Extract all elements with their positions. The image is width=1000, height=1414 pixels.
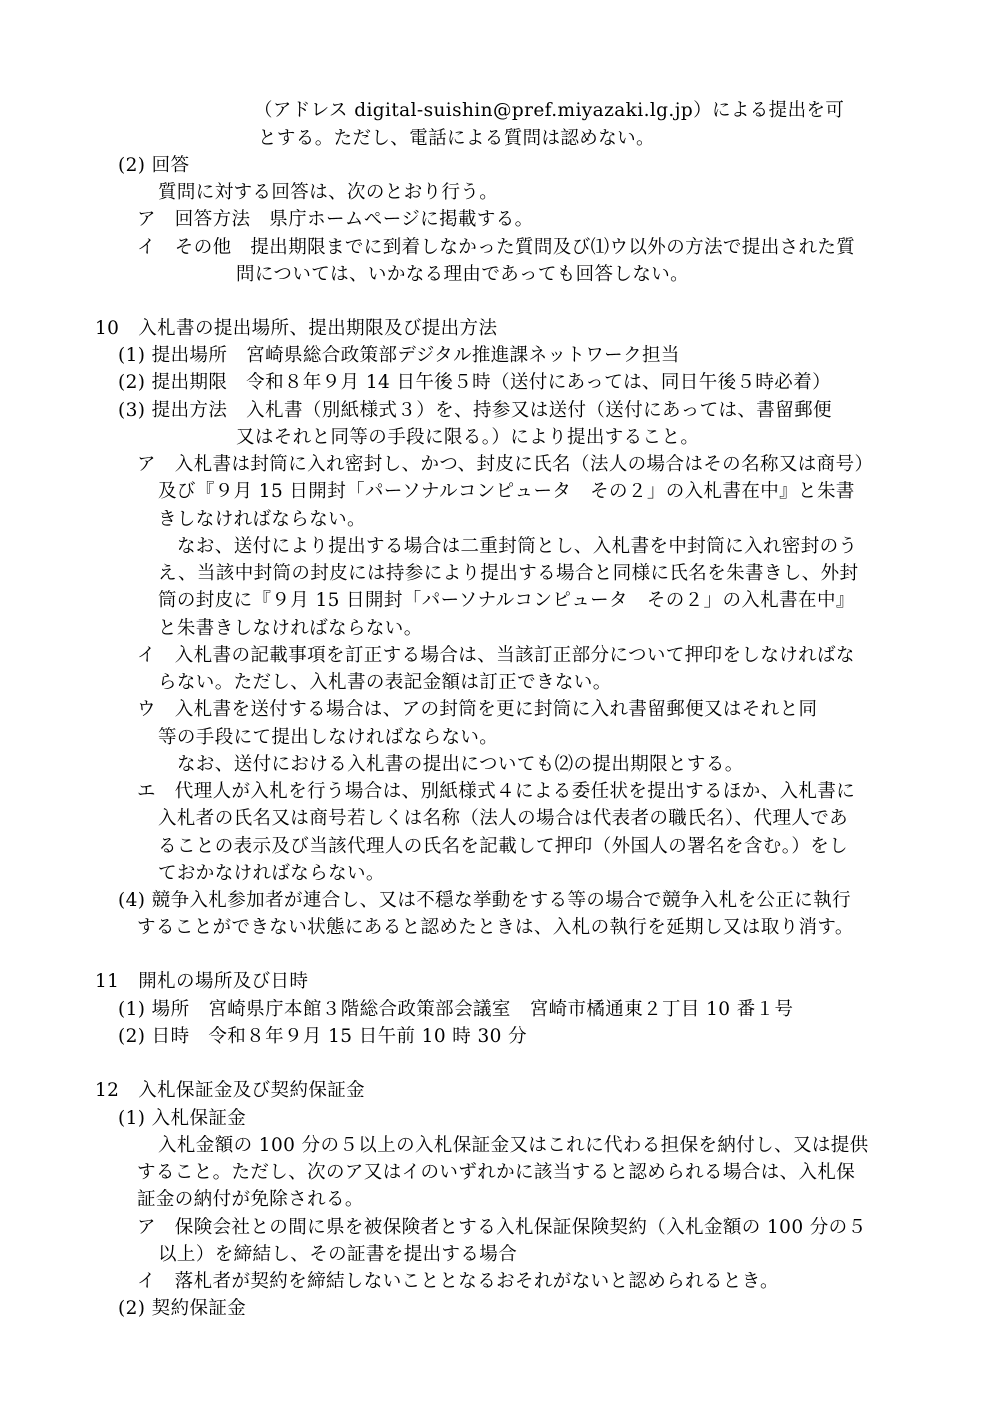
text-line: 質問に対する回答は、次のとおり行う。 (158, 182, 499, 203)
text-line: (1) 入札保証金 (118, 1108, 247, 1129)
text-line: え、当該中封筒の封皮には持参により提出する場合と同様に氏名を朱書きし、外封 (158, 563, 859, 584)
text-line: イ 落札者が契約を締結しないこととなるおそれがないと認められるとき。 (137, 1271, 779, 1292)
text-line: (2) 日時 令和８年９月 15 日午前 10 時 30 分 (118, 1026, 527, 1047)
text-line: ア 回答方法 県庁ホームページに掲載する。 (137, 209, 534, 230)
text-line: きしなければならない。 (158, 509, 366, 530)
text-line: (3) 提出方法 入札書（別紙様式３）を、持参又は送付（送付にあっては、書留郵便 (118, 400, 832, 421)
text-line: (2) 回答 (118, 155, 190, 176)
text-line: なお、送付により提出する場合は二重封筒とし、入札書を中封筒に入れ密封のう (177, 536, 858, 557)
section-heading: 11 開札の場所及び日時 (95, 971, 309, 992)
text-line: 入札者の氏名又は商号若しくは名称（法人の場合は代表者の職氏名）、代理人であ (158, 808, 849, 829)
text-line: 証金の納付が免除される。 (137, 1189, 364, 1210)
section-heading: 10 入札書の提出場所、提出期限及び提出方法 (95, 318, 498, 339)
text-line: らない。ただし、入札書の表記金額は訂正できない。 (158, 672, 612, 693)
text-line: イ その他 提出期限までに到着しなかった質問及び⑴ウ以外の方法で提出された質 (137, 237, 856, 258)
text-line: （アドレス digital-suishin@pref.miyazaki.lg.jp）による提出を可 (254, 100, 845, 121)
text-line: 等の手段にて提出しなければならない。 (158, 727, 499, 748)
text-line: (4) 競争入札参加者が連合し、又は不穏な挙動をする等の場合で競争入札を公正に執行 (118, 890, 851, 911)
text-line: (1) 場所 宮崎県庁本館３階総合政策部会議室 宮崎市橘通東２丁目 10 番１号 (118, 999, 794, 1020)
text-line: と朱書きしなければならない。 (158, 618, 423, 639)
text-line: (2) 提出期限 令和８年９月 14 日午後５時（送付にあっては、同日午後５時必着） (118, 372, 832, 393)
text-line: イ 入札書の記載事項を訂正する場合は、当該訂正部分について押印をしなければな (137, 645, 855, 666)
text-line: 筒の封皮に『９月 15 日開封「パーソナルコンピュータ その２」の入札書在中』 (158, 590, 855, 611)
text-line: ることの表示及び当該代理人の氏名を記載して押印（外国人の署名を含む。）をし (158, 836, 849, 857)
text-line: ア 保険会社との間に県を被保険者とする入札保証保険契約（入札金額の 100 分の５ (137, 1217, 867, 1238)
text-line: なお、送付における入札書の提出についても⑵の提出期限とする。 (177, 754, 744, 775)
text-line: ウ 入札書を送付する場合は、アの封筒を更に封筒に入れ書留郵便又はそれと同 (137, 699, 818, 720)
text-line: ア 入札書は封筒に入れ密封し、かつ、封皮に氏名（法人の場合はその名称又は商号） (137, 454, 874, 475)
text-line: 問については、いかなる理由であっても回答しない。 (236, 264, 690, 285)
text-line: 入札金額の 100 分の５以上の入札保証金又はこれに代わる担保を納付し、又は提供 (158, 1135, 869, 1156)
text-line: (2) 契約保証金 (118, 1298, 247, 1319)
text-line: すること。ただし、次のア又はイのいずれかに該当すると認められる場合は、入札保 (137, 1162, 856, 1183)
text-line: 及び『９月 15 日開封「パーソナルコンピュータ その２」の入札書在中』と朱書 (158, 481, 855, 502)
text-line: することができない状態にあると認めたときは、入札の執行を延期し又は取り消す。 (137, 917, 854, 938)
text-line: エ 代理人が入札を行う場合は、別紙様式４による委任状を提出するほか、入札書に (137, 781, 856, 802)
text-line: 又はそれと同等の手段に限る。）により提出すること。 (236, 427, 700, 448)
text-line: (1) 提出場所 宮崎県総合政策部デジタル推進課ネットワーク担当 (118, 345, 680, 366)
text-line: ておかなければならない。 (158, 863, 385, 884)
text-line: 以上）を締結し、その証書を提出する場合 (158, 1244, 518, 1265)
section-heading: 12 入札保証金及び契約保証金 (95, 1080, 366, 1101)
text-line: とする。ただし、電話による質問は認めない。 (258, 128, 655, 149)
